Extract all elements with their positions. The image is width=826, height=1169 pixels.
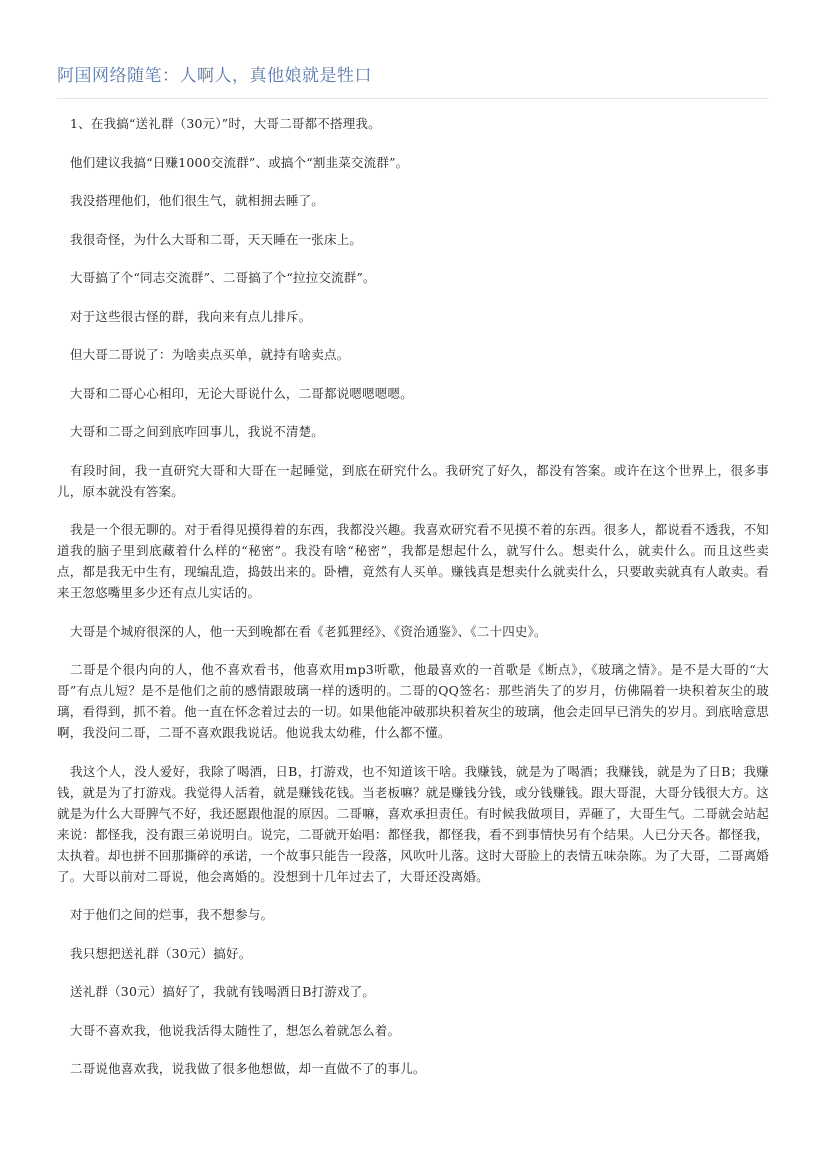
paragraph: 我很奇怪，为什么大哥和二哥，天天睡在一张床上。 bbox=[70, 231, 363, 247]
paragraph: 送礼群（30元）搞好了，我就有钱喝酒日B打游戏了。 bbox=[70, 984, 376, 999]
paragraph: 二哥是个很内向的人，他不喜欢看书，他喜欢用mp3听歌，他最喜欢的一首歌是《断点》，《玻璃之情》。是不是大哥的“大哥”有点儿短？是不是他们之前的感情跟玻璃一样的透明的。二哥的QQ签名：那些消失了的岁月，仿佛隔着一块积着灰尘的玻璃，看得到，抓不着。他一直在怀念着过去的一切。如果他能冲破那块积着灰尘的玻璃，他会走回早已消失的岁月。到底啥意思啊，我没问二哥，二哥不喜欢跟我说话。他说我太幼稚，什么都不懂。 bbox=[57, 662, 769, 740]
paragraph: 大哥和二哥心心相印，无论大哥说什么，二哥都说嗯嗯嗯嗯。 bbox=[70, 385, 413, 401]
article-body bbox=[57, 113, 769, 1079]
paragraph: 大哥和二哥之间到底咋回事儿，我说不清楚。 bbox=[70, 424, 325, 439]
paragraph: 对于他们之间的烂事，我不想参与。 bbox=[70, 907, 274, 922]
paragraph: 大哥不喜欢我，他说我活得太随性了，想怎么着就怎么着。 bbox=[70, 1022, 401, 1038]
paragraph: 但大哥二哥说了：为啥卖点买单，就持有啥卖点。 bbox=[70, 347, 350, 362]
paragraph: 我没搭理他们，他们很生气，就相拥去睡了。 bbox=[70, 193, 325, 208]
paragraph: 对于这些很古怪的群，我向来有点儿排斥。 bbox=[70, 308, 312, 324]
paragraph: 二哥说他喜欢我，说我做了很多他想做，却一直做不了的事儿。 bbox=[70, 1061, 426, 1076]
article bbox=[57, 0, 769, 1097]
article-title: 阿国网络随笔：人啊人，真他娘就是牲口 bbox=[57, 66, 372, 86]
paragraph: 大哥是个城府很深的人，他一天到晚都在看《老狐狸经》、《资治通鉴》、《二十四史》。 bbox=[70, 623, 547, 639]
paragraph: 有段时间，我一直研究大哥和大哥在一起睡觉，到底在研究什么。我研究了好久，都没有答案。或许在这个世界上，很多事儿，原本就没有答案。 bbox=[57, 462, 769, 499]
paragraph: 我这个人，没人爱好，我除了喝酒，日B，打游戏，也不知道该干啥。我赚钱，就是为了喝酒；我赚钱，就是为了日B；我赚钱，就是为了打游戏。我觉得人活着，就是赚钱花钱。当老板嘛？就是赚钱分钱，或分钱赚钱。跟大哥混，大哥分钱很大方。这就是为什么大哥脾气不好，我还愿跟他混的原因。二哥嘛，喜欢承担责任。有时候我做项目，弄砸了，大哥生气。二哥就会站起来说：都怪我，没有跟三弟说明白。说完，二哥就开始唱：都怪我，都怪我，看不到事情快另有个结果。人已分天各。都怪我，太执着。却也拼不回那撕碎的承诺，一个故事只能告一段落，风吹叶儿落。这时大哥脸上的表情五味杂陈。为了大哥，二哥离婚了。大哥以前对二哥说，他会离婚的。没想到十几年过去了，大哥还没离婚。 bbox=[57, 763, 769, 884]
paragraph: 1、在我搞“送礼群（30元）”时，大哥二哥都不搭理我。 bbox=[70, 116, 381, 131]
paragraph: 我是一个很无聊的。对于看得见摸得着的东西，我都没兴趣。我喜欢研究看不见摸不着的东西。很多人，都说看不透我，不知道我的脑子里到底藏着什么样的“秘密”。我没有啥“秘密”，我都是想起什么，就写什么。想卖什么，就卖什么。而且这些卖点，都是我无中生有，现编乱造，捣鼓出来的。卧槽，竟然有人买单。赚钱真是想卖什么就卖什么，只要敢卖就真有人敢卖。看来王忽悠嘴里多少还有点儿实话的。 bbox=[57, 522, 769, 600]
paragraph: 他们建议我搞“日赚1000交流群”、或搞个“割韭菜交流群”。 bbox=[70, 154, 409, 170]
paragraph: 大哥搞了个“同志交流群”、二哥搞了个“拉拉交流群”。 bbox=[70, 270, 376, 285]
paragraph: 我只想把送礼群（30元）搞好。 bbox=[70, 945, 252, 961]
title-divider bbox=[57, 98, 769, 99]
